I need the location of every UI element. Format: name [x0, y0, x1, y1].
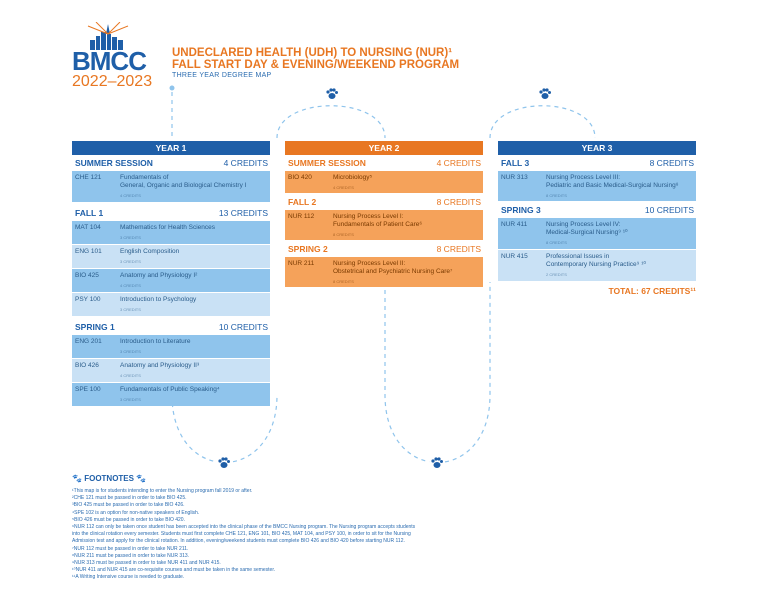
course-title: Nursing Process Level I: Fundamentals of Patient Care⁶ [333, 213, 423, 228]
course-title: Anatomy and Physiology II³ [120, 362, 200, 369]
paw-icon: 🐾 [136, 474, 147, 483]
course-row [72, 383, 270, 406]
term-name: FALL 2 [288, 197, 317, 207]
course-row [498, 218, 696, 249]
term-header [72, 319, 270, 335]
course-credits: 3 CREDITS [120, 259, 141, 264]
footnotes-list [72, 488, 492, 582]
term-name: FALL 3 [501, 158, 530, 168]
course-code: BIO 426 [75, 362, 99, 369]
footnote: ⁶NUR 112 can only be taken once student has been accepted into the clinical phase of the BMCC Nursing program. The Nursing program accepts students [72, 524, 416, 531]
logo-text: BMCC [72, 46, 146, 76]
footnote: ⁷NUR 112 must be passed in order to take NUR 211. [72, 545, 189, 552]
course-row [498, 250, 696, 281]
paw-icon: 🐾 [72, 474, 82, 483]
course-credits: 3 CREDITS [120, 397, 141, 402]
course-credits: 3 CREDITS [120, 235, 141, 240]
term-credits: 8 CREDITS [436, 197, 481, 207]
course-title: Nursing Process Level III: Pediatric and Basic Medical-Surgical Nursing⁸ [546, 174, 679, 189]
year-header: YEAR 3 [498, 141, 696, 155]
course-credits: 3 CREDITS [120, 307, 141, 312]
term-name: SUMMER SESSION [75, 158, 153, 168]
term-header [498, 202, 696, 218]
footnote: ⁵BIO 426 must be passed in order to take BIO 420. [72, 516, 185, 523]
footnote: ¹⁰NUR 411 and NUR 415 are co-requisite courses and must be taken in the same semester. [72, 567, 276, 574]
course-title: Fundamentals of General, Organic and Biological Chemistry I [120, 174, 247, 189]
footnote: ¹This map is for students intending to enter the Nursing program fall 2019 or after. [72, 488, 253, 494]
course-code: ENG 101 [75, 248, 102, 255]
course-row [285, 171, 483, 193]
term-credits: 10 CREDITS [644, 205, 694, 215]
year-3-column [498, 141, 696, 282]
term-header [498, 155, 696, 171]
course-code: NUR 313 [501, 174, 528, 181]
course-credits: 4 CREDITS [333, 185, 354, 190]
term-header [285, 155, 483, 171]
term-credits: 13 CREDITS [218, 208, 268, 218]
footnotes-heading [72, 474, 146, 483]
course-credits: 3 CREDITS [120, 349, 141, 354]
term-name: SPRING 1 [75, 322, 115, 332]
course-code: NUR 112 [288, 213, 315, 220]
course-code: ENG 201 [75, 338, 102, 345]
course-code: NUR 415 [501, 253, 528, 260]
academic-year: 2022–2023 [72, 73, 153, 90]
footnote: into the clinical rotation every semester. Students must first complete CHE 121, ENG 101, BIO 425, MAT 104, and PSY 100, in order to sit for the Nursing [72, 531, 411, 538]
term-header [72, 155, 270, 171]
course-row [72, 221, 270, 244]
paw-icon [324, 86, 340, 102]
course-title: Microbiology⁵ [333, 174, 373, 181]
course-row [72, 171, 270, 202]
course-title: Introduction to Literature [120, 338, 191, 345]
course-row [285, 210, 483, 240]
footnote: ¹¹A Writing Intensive course is needed to graduate. [72, 574, 185, 581]
course-code: CHE 121 [75, 174, 102, 181]
term-name: FALL 1 [75, 208, 104, 218]
course-row [72, 245, 270, 268]
course-row [285, 257, 483, 287]
course-row [72, 335, 270, 358]
course-credits: 2 CREDITS [546, 272, 567, 277]
course-row [72, 293, 270, 316]
term-credits: 4 CREDITS [436, 158, 481, 168]
year-header: YEAR 2 [285, 141, 483, 155]
course-title: Professional Issues in Contemporary Nursing Practice⁹ ¹⁰ [546, 253, 647, 268]
term-header [72, 205, 270, 221]
course-credits: 4 CREDITS [120, 373, 141, 378]
term-credits: 4 CREDITS [223, 158, 268, 168]
course-code: NUR 411 [501, 221, 528, 228]
course-title: English Composition [120, 248, 180, 255]
page-title-line1: UNDECLARED HEALTH (UDH) TO NURSING (NUR)¹ [172, 47, 453, 59]
course-code: SPE 100 [75, 386, 101, 393]
term-credits: 10 CREDITS [218, 322, 268, 332]
year-header: YEAR 1 [72, 141, 270, 155]
course-title: Mathematics for Health Sciences [120, 224, 216, 231]
term-header [285, 241, 483, 257]
footnote: ²CHE 121 must be passed in order to take BIO 425. [72, 495, 187, 502]
course-title: Introduction to Psychology [120, 296, 197, 303]
course-title: Nursing Process Level IV: Medical-Surgical Nursing⁹ ¹⁰ [546, 221, 628, 236]
footnote: ⁹NUR 313 must be passed in order to take NUR 411 and NUR 415. [72, 560, 221, 567]
course-credits: 8 CREDITS [546, 240, 567, 245]
course-credits: 8 CREDITS [333, 232, 354, 237]
course-credits: 8 CREDITS [333, 279, 354, 284]
course-credits: 8 CREDITS [546, 193, 567, 198]
course-title: Anatomy and Physiology I² [120, 272, 198, 279]
paw-icon [537, 86, 553, 102]
term-name: SPRING 2 [288, 244, 328, 254]
course-credits: 4 CREDITS [120, 283, 141, 288]
term-credits: 8 CREDITS [436, 244, 481, 254]
page-subtitle: THREE YEAR DEGREE MAP [172, 72, 272, 79]
course-code: MAT 104 [75, 224, 101, 231]
course-code: NUR 211 [288, 260, 315, 267]
term-name: SPRING 3 [501, 205, 541, 215]
page-title-line2: FALL START DAY & EVENING/WEEKEND PROGRAM [172, 59, 460, 71]
year-1-column [72, 141, 270, 407]
course-row [498, 171, 696, 201]
footnote: ⁴SPE 102 is an option for non-native speakers of English. [72, 509, 200, 516]
course-row [72, 359, 270, 382]
course-title: Fundamentals of Public Speaking⁴ [120, 386, 220, 393]
course-code: BIO 425 [75, 272, 99, 279]
footnote: Admission test and apply for the clinical rotation. In addition, evening/weekend students must complete BIO 426 and BIO 420 before starting NUR 112. [72, 538, 405, 545]
course-title: Nursing Process Level II: Obstetrical and Psychiatric Nursing Care⁷ [333, 260, 453, 275]
term-header [285, 194, 483, 210]
course-credits: 4 CREDITS [120, 193, 141, 198]
footnote: ³BIO 425 must be passed in order to take BIO 426. [72, 502, 185, 509]
course-code: PSY 100 [75, 296, 101, 303]
term-name: SUMMER SESSION [288, 158, 366, 168]
course-code: BIO 420 [288, 174, 312, 181]
total-credits: TOTAL: 67 CREDITS¹¹ [608, 286, 696, 296]
year-2-column [285, 141, 483, 288]
term-credits: 8 CREDITS [649, 158, 694, 168]
footnotes-title: FOOTNOTES [84, 474, 134, 483]
course-row [72, 269, 270, 292]
footnote: ⁸NUR 211 must be passed in order to take NUR 313. [72, 552, 190, 559]
paw-icon [429, 455, 445, 471]
paw-icon [216, 455, 232, 471]
